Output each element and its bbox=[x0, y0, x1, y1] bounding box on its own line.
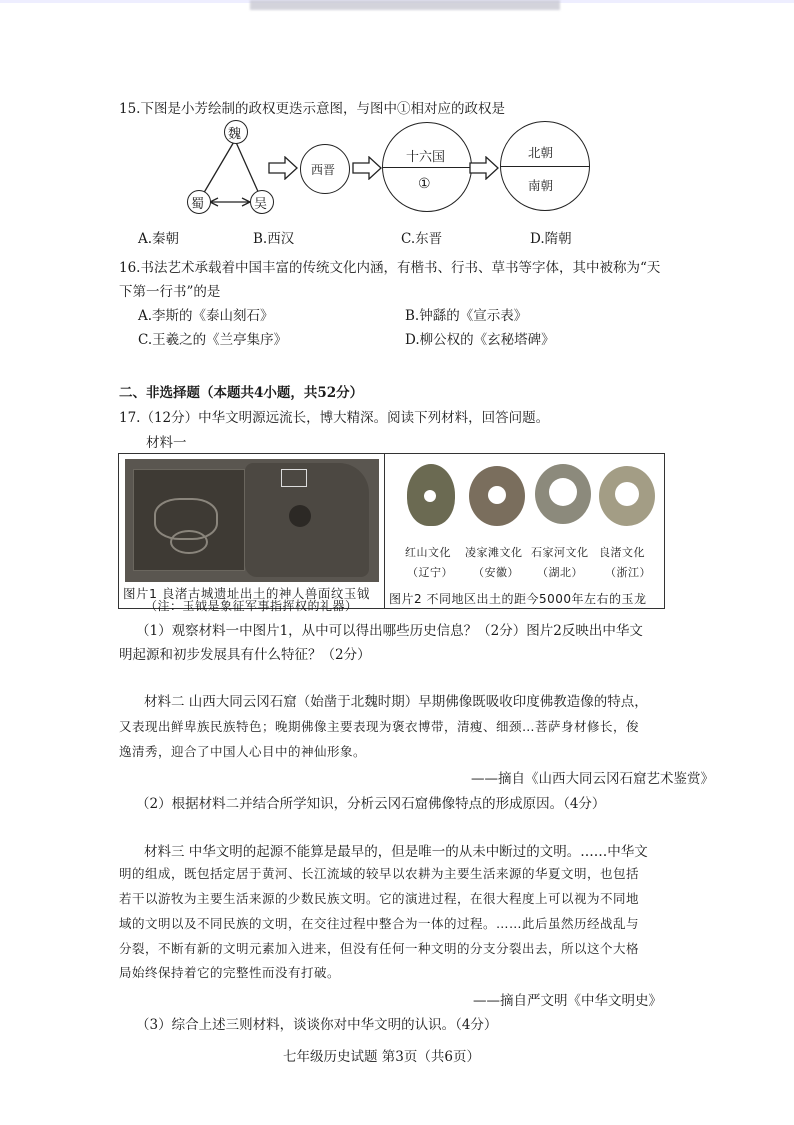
material-3-line6: 局始终保持着它的完整性而没有打破。 bbox=[119, 965, 341, 980]
q17-sub1-line2: 明起源和初步发展具有什么特征？（2分） bbox=[119, 647, 371, 663]
section-2-title: 二、非选择题（本题共4小题，共52分） bbox=[119, 385, 364, 401]
figure-divider bbox=[384, 454, 385, 608]
culture-region-4: （浙江） bbox=[605, 566, 651, 579]
dragon-hole bbox=[488, 486, 506, 504]
circle-number-one: ① bbox=[418, 176, 431, 192]
arrow-1-icon bbox=[267, 156, 299, 180]
q17-sub3: （3）综合上述三则材料，谈谈你对中华文明的认识。（4分） bbox=[136, 1017, 498, 1033]
arrow-3-icon bbox=[468, 156, 500, 180]
jade-axe-photo bbox=[125, 459, 379, 582]
axe-highlight-frame bbox=[281, 469, 307, 487]
shijiahe-jade-dragon-image bbox=[535, 464, 591, 524]
xijin-label: 西晋 bbox=[311, 163, 336, 177]
pic-2-caption: 图片2 不同地区出土的距今5000年左右的玉龙 bbox=[389, 592, 647, 606]
arrow-2-icon bbox=[351, 156, 383, 180]
q16-stem-line2: 下第一行书”的是 bbox=[119, 284, 221, 300]
axe-detail-closeup bbox=[133, 469, 245, 571]
material-3-line5: 分裂，不断有新的文明元素加入进来，但没有任何一种文明的分支分裂出去，所以这个大格 bbox=[119, 941, 640, 956]
axe-hole bbox=[289, 505, 311, 527]
q17-stem: 17.（12分）中华文明源远流长，博大精深。阅读下列材料，回答问题。 bbox=[119, 410, 550, 426]
q17-sub2: （2）根据材料二并结合所学知识，分析云冈石窟佛像特点的形成原因。（4分） bbox=[136, 796, 606, 812]
shu-label: 蜀 bbox=[191, 197, 205, 212]
material-2-line1: 材料二 山西大同云冈石窟（始凿于北魏时期）早期佛像既吸收印度佛教造像的特点， bbox=[144, 694, 648, 710]
q17-sub1-line1: （1）观察材料一中图片1，从中可以得出哪些历史信息？（2分）图片2反映出中华文 bbox=[136, 623, 643, 639]
jade-axe-body bbox=[245, 463, 369, 577]
q16-option-c: C.王羲之的《兰亭集序》 bbox=[138, 332, 288, 348]
q16-stem-line1: 16.书法艺术承载着中国丰富的传统文化内涵，有楷书、行书、草书等字体，其中被称为“天 bbox=[119, 260, 661, 276]
q16-option-a: A.李斯的《泰山刻石》 bbox=[138, 308, 274, 324]
beichao-label: 北朝 bbox=[528, 145, 554, 160]
page-footer: 七年级历史试题 第3页（共6页） bbox=[283, 1049, 480, 1065]
material-3-line4: 域的文明以及不同民族的文明，在交往过程中整合为一体的过程。……此后虽然历经战乱与 bbox=[119, 916, 640, 931]
lingjiatan-jade-dragon-image bbox=[469, 466, 525, 526]
q15-option-d: D.隋朝 bbox=[530, 231, 572, 247]
q15-option-a: A.秦朝 bbox=[138, 231, 180, 247]
material-3-line2: 明的组成，既包括定居于黄河、长江流域的较早以农耕为主要生活来源的华夏文明，也包括 bbox=[119, 866, 640, 881]
material-3-line1: 材料三 中华文明的起源不能算是最早的，但是唯一的从未中断过的文明。……中华文 bbox=[144, 844, 648, 860]
q15-option-c: C.东晋 bbox=[401, 231, 443, 247]
wu-label: 吴 bbox=[254, 197, 268, 212]
q15-stem: 15.下图是小芳绘制的政权更迭示意图，与图中①相对应的政权是 bbox=[119, 101, 505, 117]
dragon-hole bbox=[424, 490, 436, 502]
page-top-scan-mark bbox=[250, 0, 560, 10]
south-north-divider bbox=[501, 166, 589, 167]
material-3-line3: 若干以游牧为主要生活来源的少数民族文明。它的演进过程，在很大程度上可以视为不同地 bbox=[119, 891, 640, 906]
shiliuguo-divider bbox=[383, 167, 471, 168]
wei-label: 魏 bbox=[228, 127, 242, 142]
liangzhu-jade-dragon-image bbox=[599, 466, 655, 526]
hongshan-jade-dragon-image bbox=[407, 464, 455, 526]
beast-pattern-icon bbox=[170, 530, 208, 554]
material-3-source: ——摘自严文明《中华文明史》 bbox=[473, 993, 662, 1009]
dragon-hole bbox=[549, 478, 577, 506]
dragon-hole bbox=[615, 482, 639, 506]
culture-region-1: （辽宁） bbox=[407, 566, 453, 579]
culture-name-1: 红山文化 bbox=[405, 546, 451, 559]
south-north-node bbox=[500, 121, 590, 211]
q16-option-d: D.柳公权的《玄秘塔碑》 bbox=[405, 332, 555, 348]
material-1-figure bbox=[118, 453, 665, 613]
material-1-label: 材料一 bbox=[146, 435, 187, 451]
shiliuguo-label: 十六国 bbox=[406, 150, 446, 165]
culture-region-3: （湖北） bbox=[537, 566, 583, 579]
q15-diagram bbox=[180, 118, 680, 218]
nanchao-label: 南朝 bbox=[528, 178, 554, 193]
culture-name-4: 良渚文化 bbox=[599, 546, 645, 559]
material-2-line2: 又表现出鲜卑族民族特色；晚期佛像主要表现为褒衣博带，清瘦、细颈…菩萨身材修长，俊 bbox=[119, 719, 640, 734]
culture-name-2: 凌家滩文化 bbox=[465, 546, 523, 559]
culture-region-2: （安徽） bbox=[473, 566, 519, 579]
pic-1-caption-line1: 图片1 良渚古城遗址出土的神人兽面纹玉钺 bbox=[123, 586, 370, 601]
q15-option-b: B.西汉 bbox=[253, 231, 295, 247]
q16-option-b: B.钟繇的《宣示表》 bbox=[405, 308, 528, 324]
culture-name-3: 石家河文化 bbox=[531, 546, 589, 559]
shiliuguo-node bbox=[382, 122, 472, 212]
material-2-source: ——摘自《山西大同云冈石窟艺术鉴赏》 bbox=[471, 771, 714, 787]
pic-1-caption-line2: （注：玉钺是象征军事指挥权的礼器） bbox=[145, 599, 358, 613]
material-2-line3: 逸清秀，迎合了中国人心目中的神仙形象。 bbox=[119, 744, 367, 759]
